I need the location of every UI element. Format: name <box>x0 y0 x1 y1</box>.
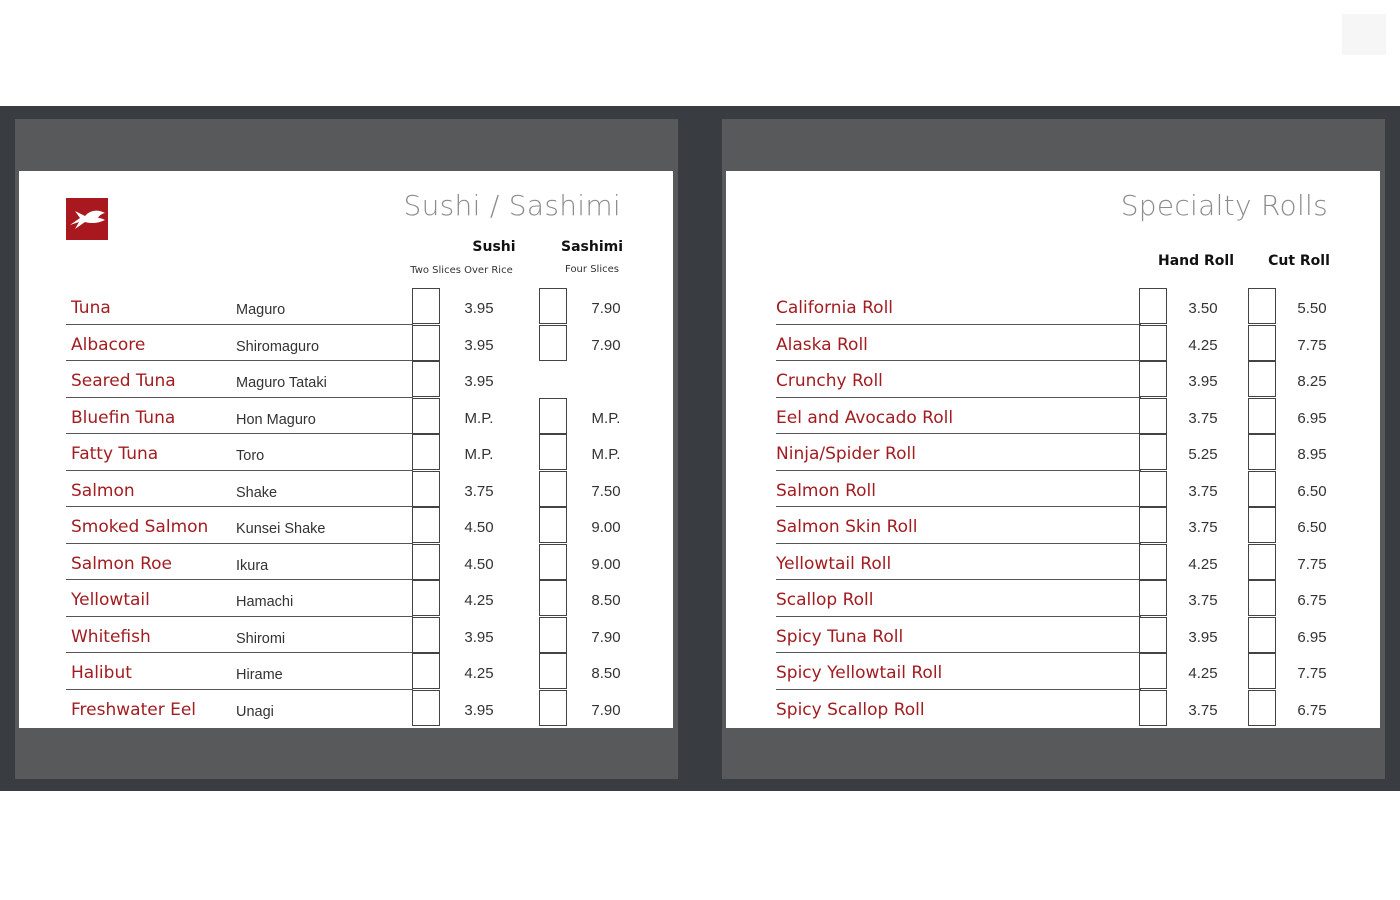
cut-roll-order-checkbox[interactable] <box>1248 580 1276 616</box>
menu-item-row <box>19 325 673 362</box>
hand-roll-order-checkbox[interactable] <box>1139 544 1167 580</box>
item-name: Spicy Yellowtail Roll <box>776 663 943 683</box>
cut-roll-column-header: Cut Roll <box>1268 253 1330 269</box>
hand-roll-order-checkbox[interactable] <box>1139 398 1167 434</box>
sashimi-order-checkbox[interactable] <box>539 398 567 434</box>
hand-roll-price: 3.75 <box>1188 482 1218 500</box>
sushi-order-checkbox[interactable] <box>412 690 440 726</box>
sashimi-order-checkbox[interactable] <box>539 617 567 653</box>
item-name: Yellowtail <box>71 590 150 610</box>
hand-roll-price: 3.95 <box>1188 628 1218 646</box>
menu-item-row <box>726 507 1380 544</box>
sushi-order-checkbox[interactable] <box>412 361 440 397</box>
sushi-price: 4.50 <box>464 519 494 536</box>
item-name: Spicy Tuna Roll <box>776 626 904 647</box>
hand-roll-order-checkbox[interactable] <box>1139 690 1167 726</box>
cut-roll-price: 5.50 <box>1297 300 1327 317</box>
item-name: Crunchy Roll <box>776 371 883 391</box>
specialty-rolls-title: Specialty Rolls <box>1120 189 1328 222</box>
menu-item-row <box>19 398 673 435</box>
cut-roll-order-checkbox[interactable] <box>1248 288 1276 324</box>
sushi-price: 4.25 <box>464 665 494 682</box>
menu-item-row <box>19 434 673 471</box>
item-name: Alaska Roll <box>776 334 868 355</box>
cut-roll-price: 6.95 <box>1297 628 1327 646</box>
item-name: Freshwater Eel <box>71 699 197 720</box>
cut-roll-price: 6.50 <box>1297 519 1327 536</box>
item-name: Ninja/Spider Roll <box>776 444 916 464</box>
hand-roll-order-checkbox[interactable] <box>1139 288 1167 324</box>
menu-item-row <box>726 617 1380 654</box>
sashimi-order-checkbox[interactable] <box>539 580 567 616</box>
sashimi-price: M.P. <box>591 409 621 427</box>
hand-roll-order-checkbox[interactable] <box>1139 361 1167 397</box>
item-name: Fatty Tuna <box>71 444 159 464</box>
hand-roll-price: 4.25 <box>1188 555 1218 573</box>
sushi-order-checkbox[interactable] <box>412 288 440 324</box>
menu-item-row <box>726 325 1380 362</box>
hand-roll-price: 3.75 <box>1188 409 1218 427</box>
item-name: Salmon Roe <box>71 553 172 574</box>
cut-roll-order-checkbox[interactable] <box>1248 544 1276 580</box>
sushi-order-checkbox[interactable] <box>412 544 440 580</box>
cut-roll-order-checkbox[interactable] <box>1248 507 1276 543</box>
cut-roll-order-checkbox[interactable] <box>1248 471 1276 507</box>
sushi-price: 3.75 <box>464 482 494 500</box>
item-name: Albacore <box>71 334 146 355</box>
item-name: Eel and Avocado Roll <box>776 407 954 428</box>
sashimi-order-checkbox[interactable] <box>539 690 567 726</box>
hand-roll-price: 3.95 <box>1188 373 1218 390</box>
sushi-order-checkbox[interactable] <box>412 434 440 470</box>
menu-item-row <box>19 690 673 727</box>
hand-roll-price: 3.75 <box>1188 519 1218 536</box>
menu-item-row <box>726 361 1380 398</box>
sushi-price: 3.95 <box>464 701 494 719</box>
sashimi-order-checkbox[interactable] <box>539 507 567 543</box>
hand-roll-column-header: Hand Roll <box>1157 253 1235 269</box>
sushi-column-header: Sushi <box>472 239 516 255</box>
sashimi-order-checkbox[interactable] <box>539 471 567 507</box>
cut-roll-order-checkbox[interactable] <box>1248 617 1276 653</box>
sushi-order-checkbox[interactable] <box>412 325 440 361</box>
hand-roll-order-checkbox[interactable] <box>1139 434 1167 470</box>
item-japanese-name: Ikura <box>236 557 269 574</box>
item-name: Tuna <box>71 298 111 318</box>
item-name: Bluefin Tuna <box>71 407 176 428</box>
cut-roll-price: 7.75 <box>1297 555 1327 573</box>
hand-roll-price: 3.50 <box>1188 300 1218 317</box>
menu-item-row <box>19 617 673 654</box>
menu-item-row <box>726 434 1380 471</box>
cut-roll-order-checkbox[interactable] <box>1248 653 1276 689</box>
sashimi-price: 9.00 <box>591 519 621 536</box>
item-japanese-name: Toro <box>236 448 265 464</box>
sushi-sashimi-sheet <box>19 171 673 728</box>
item-name: Salmon Skin Roll <box>776 517 918 537</box>
item-japanese-name: Shiromi <box>236 630 286 647</box>
hand-roll-order-checkbox[interactable] <box>1139 507 1167 543</box>
menu-item-row <box>19 507 673 544</box>
cut-roll-order-checkbox[interactable] <box>1248 398 1276 434</box>
item-name: Salmon Roll <box>776 480 876 501</box>
item-japanese-name: Maguro Tataki <box>236 375 327 391</box>
specialty-rolls-list <box>726 288 1380 726</box>
menu-item-row <box>726 288 1380 325</box>
sashimi-column-subheader: Four Slices <box>565 264 619 275</box>
hand-roll-order-checkbox[interactable] <box>1139 325 1167 361</box>
sushi-order-checkbox[interactable] <box>412 617 440 653</box>
item-japanese-name: Hamachi <box>236 594 294 610</box>
menu-item-row <box>19 471 673 508</box>
sushi-order-checkbox[interactable] <box>412 580 440 616</box>
menu-item-row <box>726 544 1380 581</box>
sashimi-price: 7.90 <box>591 300 621 317</box>
hand-roll-order-checkbox[interactable] <box>1139 653 1167 689</box>
sashimi-order-checkbox[interactable] <box>539 653 567 689</box>
sashimi-price: M.P. <box>591 446 621 463</box>
menu-item-row <box>726 653 1380 690</box>
item-japanese-name: Unagi <box>236 703 274 720</box>
cut-roll-order-checkbox[interactable] <box>1248 690 1276 726</box>
sashimi-price: 7.90 <box>591 336 621 354</box>
sashimi-order-checkbox[interactable] <box>539 325 567 361</box>
sushi-order-checkbox[interactable] <box>412 398 440 434</box>
sushi-price: 4.25 <box>464 592 494 609</box>
item-japanese-name: Hirame <box>236 667 283 683</box>
cut-roll-price: 7.75 <box>1297 665 1327 682</box>
item-name: Spicy Scallop Roll <box>776 699 925 720</box>
hand-roll-order-checkbox[interactable] <box>1139 580 1167 616</box>
menu-item-row <box>726 398 1380 435</box>
cut-roll-price: 8.95 <box>1297 446 1327 463</box>
item-name: California Roll <box>776 298 894 318</box>
menu-item-row <box>726 580 1380 617</box>
sushi-price: 3.95 <box>464 373 494 390</box>
cut-roll-order-checkbox[interactable] <box>1248 325 1276 361</box>
hand-roll-price: 3.75 <box>1188 701 1218 719</box>
sushi-price: 3.95 <box>464 628 494 646</box>
menu-stage <box>0 106 1400 791</box>
sashimi-price: 7.90 <box>591 628 621 646</box>
sashimi-price: 7.90 <box>591 701 621 719</box>
item-name: Halibut <box>71 663 132 683</box>
menu-item-row <box>726 471 1380 508</box>
specialty-rolls-panel <box>722 119 1385 779</box>
sushi-sashimi-panel <box>15 119 678 779</box>
menu-item-row <box>19 288 673 325</box>
sushi-price: 3.95 <box>464 336 494 354</box>
sashimi-column-header: Sashimi <box>560 239 623 255</box>
item-name: Scallop Roll <box>776 590 874 610</box>
sashimi-order-checkbox[interactable] <box>539 288 567 324</box>
menu-item-row <box>19 361 673 398</box>
sushi-order-checkbox[interactable] <box>412 653 440 689</box>
corner-button[interactable] <box>1342 14 1386 55</box>
cut-roll-price: 6.75 <box>1297 701 1327 719</box>
item-japanese-name: Shake <box>236 484 278 501</box>
sushi-column-subheader: Two Slices Over Rice <box>410 265 513 276</box>
menu-item-row <box>726 690 1380 727</box>
sushi-price: 3.95 <box>464 300 494 317</box>
sushi-sashimi-list <box>19 288 673 726</box>
menu-item-row <box>19 653 673 690</box>
item-name: Yellowtail Roll <box>776 553 892 574</box>
item-name: Seared Tuna <box>71 371 176 391</box>
hand-roll-price: 4.25 <box>1188 665 1218 682</box>
hand-roll-order-checkbox[interactable] <box>1139 617 1167 653</box>
item-name: Smoked Salmon <box>71 517 209 537</box>
item-name: Salmon <box>71 480 135 501</box>
hand-roll-price: 4.25 <box>1188 336 1218 354</box>
specialty-rolls-sheet <box>726 171 1380 728</box>
cut-roll-price: 7.75 <box>1297 336 1327 354</box>
menu-item-row <box>19 580 673 617</box>
sashimi-price: 9.00 <box>591 555 621 573</box>
cut-roll-price: 6.95 <box>1297 409 1327 427</box>
sushi-price: M.P. <box>464 446 494 463</box>
sushi-order-checkbox[interactable] <box>412 471 440 507</box>
cut-roll-price: 6.50 <box>1297 482 1327 500</box>
hand-roll-price: 5.25 <box>1188 446 1218 463</box>
item-japanese-name: Kunsei Shake <box>236 521 326 537</box>
fish-logo-icon <box>66 198 108 240</box>
item-name: Whitefish <box>71 626 151 647</box>
sashimi-order-checkbox[interactable] <box>539 434 567 470</box>
item-japanese-name: Shiromaguro <box>236 338 320 355</box>
sushi-order-checkbox[interactable] <box>412 507 440 543</box>
sashimi-order-checkbox[interactable] <box>539 544 567 580</box>
sushi-sashimi-title: Sushi / Sashimi <box>403 189 621 222</box>
item-japanese-name: Maguro <box>236 302 286 318</box>
item-japanese-name: Hon Maguro <box>236 411 316 428</box>
menu-item-row <box>19 544 673 581</box>
hand-roll-order-checkbox[interactable] <box>1139 471 1167 507</box>
cut-roll-order-checkbox[interactable] <box>1248 361 1276 397</box>
sashimi-price: 7.50 <box>591 482 621 500</box>
cut-roll-price: 6.75 <box>1297 592 1327 609</box>
hand-roll-price: 3.75 <box>1188 592 1218 609</box>
cut-roll-price: 8.25 <box>1297 373 1327 390</box>
sashimi-price: 8.50 <box>591 665 621 682</box>
sushi-price: 4.50 <box>464 555 494 573</box>
cut-roll-order-checkbox[interactable] <box>1248 434 1276 470</box>
sushi-price: M.P. <box>464 409 494 427</box>
sashimi-price: 8.50 <box>591 592 621 609</box>
